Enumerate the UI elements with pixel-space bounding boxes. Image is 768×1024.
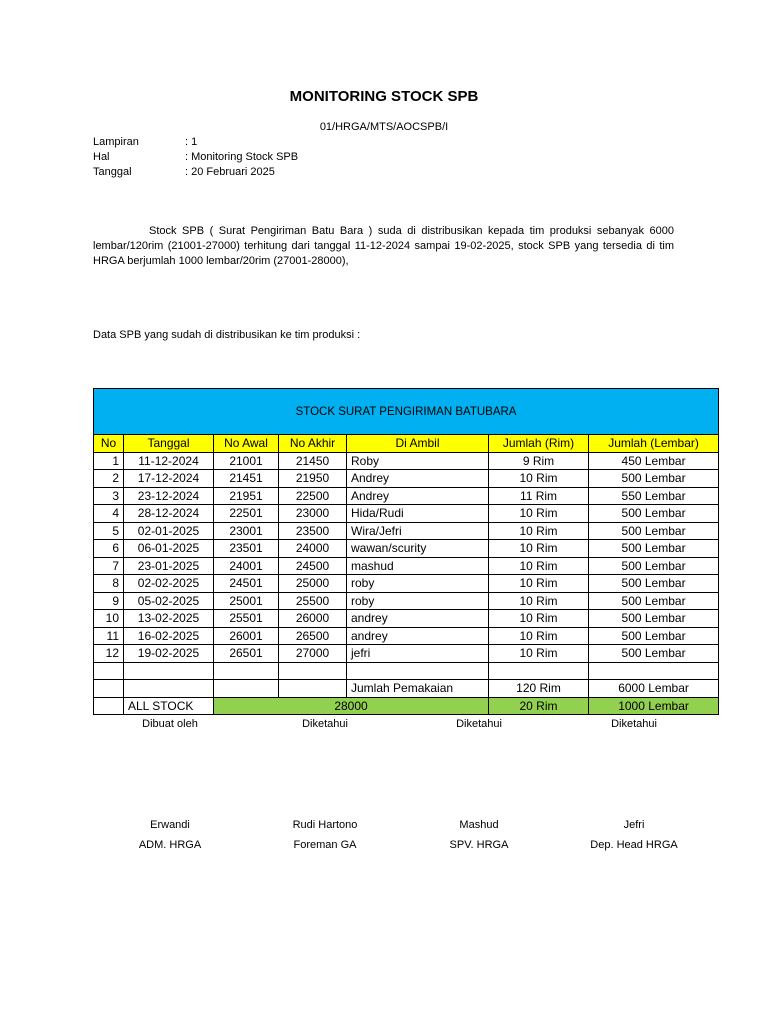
table-row xyxy=(94,452,719,470)
body-paragraph xyxy=(93,224,674,269)
signature-name-3: Mashud xyxy=(459,819,499,831)
row-jumlah-lembar: 500 Lembar xyxy=(589,540,719,558)
row-tanggal: 23-12-2024 xyxy=(124,487,214,505)
row-no-akhir: 21950 xyxy=(279,470,347,488)
row-no-awal: 25501 xyxy=(214,610,279,628)
signature-position-4: Dep. Head HRGA xyxy=(590,839,678,851)
row-no: 6 xyxy=(94,540,124,558)
row-no: 8 xyxy=(94,575,124,593)
all-stock-label: ALL STOCK xyxy=(124,697,214,715)
meta-key: Hal xyxy=(93,151,110,163)
row-no: 9 xyxy=(94,592,124,610)
meta-lampiran xyxy=(93,136,197,148)
col-tanggal: Tanggal xyxy=(124,435,214,453)
document-number: 01/HRGA/MTS/AOCSPB/I xyxy=(319,121,449,133)
all-stock-lembar: 1000 Lembar xyxy=(589,697,719,715)
row-no-akhir: 21450 xyxy=(279,452,347,470)
row-no-awal: 24501 xyxy=(214,575,279,593)
row-di-ambil: Roby xyxy=(347,452,489,470)
row-no: 2 xyxy=(94,470,124,488)
row-jumlah-rim: 10 Rim xyxy=(489,575,589,593)
usage-row xyxy=(94,680,719,698)
table-body xyxy=(94,452,719,662)
col-jumlah-lembar: Jumlah (Lembar) xyxy=(589,435,719,453)
row-no-awal: 22501 xyxy=(214,505,279,523)
row-tanggal: 23-01-2025 xyxy=(124,557,214,575)
row-di-ambil: mashud xyxy=(347,557,489,575)
row-no-awal: 21451 xyxy=(214,470,279,488)
usage-rim: 120 Rim xyxy=(489,680,589,698)
intro-text: Data SPB yang sudah di distribusikan ke tim produksi : xyxy=(93,329,361,341)
signature-position-2: Foreman GA xyxy=(293,839,357,851)
row-jumlah-rim: 10 Rim xyxy=(489,505,589,523)
row-di-ambil: wawan/scurity xyxy=(347,540,489,558)
row-no-akhir: 27000 xyxy=(279,645,347,663)
row-di-ambil: Hida/Rudi xyxy=(347,505,489,523)
row-jumlah-rim: 10 Rim xyxy=(489,627,589,645)
row-jumlah-rim: 10 Rim xyxy=(489,522,589,540)
row-no: 7 xyxy=(94,557,124,575)
signature-role-4: Diketahui xyxy=(611,718,657,730)
row-tanggal: 13-02-2025 xyxy=(124,610,214,628)
col-no-akhir: No Akhir xyxy=(279,435,347,453)
table-row xyxy=(94,470,719,488)
row-no-akhir: 25000 xyxy=(279,575,347,593)
row-no: 4 xyxy=(94,505,124,523)
row-no-awal: 25001 xyxy=(214,592,279,610)
row-no-akhir: 24000 xyxy=(279,540,347,558)
empty-row xyxy=(94,662,719,680)
row-jumlah-lembar: 500 Lembar xyxy=(589,505,719,523)
row-no-awal: 21951 xyxy=(214,487,279,505)
usage-lembar: 6000 Lembar xyxy=(589,680,719,698)
row-tanggal: 02-01-2025 xyxy=(124,522,214,540)
stock-table xyxy=(93,388,719,715)
row-jumlah-lembar: 500 Lembar xyxy=(589,610,719,628)
page-title: MONITORING STOCK SPB xyxy=(289,88,479,105)
row-jumlah-rim: 10 Rim xyxy=(489,470,589,488)
signature-name-4: Jefri xyxy=(623,819,645,831)
row-jumlah-lembar: 550 Lembar xyxy=(589,487,719,505)
signature-role-3: Diketahui xyxy=(456,718,502,730)
table-row xyxy=(94,627,719,645)
row-no-akhir: 23500 xyxy=(279,522,347,540)
all-stock-number: 28000 xyxy=(214,697,489,715)
table-row xyxy=(94,645,719,663)
row-no-awal: 24001 xyxy=(214,557,279,575)
row-no: 1 xyxy=(94,452,124,470)
signature-position-1: ADM. HRGA xyxy=(138,839,202,851)
row-di-ambil: andrey xyxy=(347,610,489,628)
row-jumlah-lembar: 500 Lembar xyxy=(589,592,719,610)
row-no: 10 xyxy=(94,610,124,628)
row-tanggal: 05-02-2025 xyxy=(124,592,214,610)
row-no-akhir: 24500 xyxy=(279,557,347,575)
row-jumlah-lembar: 500 Lembar xyxy=(589,522,719,540)
row-jumlah-lembar: 500 Lembar xyxy=(589,557,719,575)
table-row xyxy=(94,505,719,523)
row-jumlah-rim: 10 Rim xyxy=(489,557,589,575)
signature-role-2: Diketahui xyxy=(302,718,348,730)
row-jumlah-lembar: 500 Lembar xyxy=(589,470,719,488)
table-title-row xyxy=(94,389,719,435)
row-jumlah-rim: 10 Rim xyxy=(489,540,589,558)
table-row xyxy=(94,610,719,628)
meta-hal xyxy=(93,151,298,163)
row-jumlah-lembar: 450 Lembar xyxy=(589,452,719,470)
row-no-awal: 26501 xyxy=(214,645,279,663)
table-row xyxy=(94,557,719,575)
meta-value: : 20 Februari 2025 xyxy=(185,166,275,178)
row-no-akhir: 26500 xyxy=(279,627,347,645)
signature-position-3: SPV. HRGA xyxy=(449,839,509,851)
row-no-awal: 26001 xyxy=(214,627,279,645)
all-stock-row xyxy=(94,697,719,715)
row-no: 12 xyxy=(94,645,124,663)
meta-value: : 1 xyxy=(185,136,198,148)
row-tanggal: 28-12-2024 xyxy=(124,505,214,523)
row-jumlah-rim: 11 Rim xyxy=(489,487,589,505)
row-no-awal: 21001 xyxy=(214,452,279,470)
row-jumlah-lembar: 500 Lembar xyxy=(589,575,719,593)
row-no-akhir: 26000 xyxy=(279,610,347,628)
meta-key: Tanggal xyxy=(93,166,132,178)
row-di-ambil: roby xyxy=(347,592,489,610)
table-row xyxy=(94,540,719,558)
paragraph-text: Stock SPB ( Surat Pengiriman Batu Bara ) suda di distribusikan kepada tim produksi sebanyak 6000 lembar/120rim (21001-27000) terhitung dari tanggal 11-12-2024 sampai 19-02-2025, stock SPB yang tersedia di tim HRGA berjumlah 1000 lembar/20rim (27001-28000), xyxy=(93,225,674,267)
table-row xyxy=(94,592,719,610)
row-di-ambil: Wira/Jefri xyxy=(347,522,489,540)
row-jumlah-rim: 10 Rim xyxy=(489,592,589,610)
table-row xyxy=(94,522,719,540)
row-tanggal: 02-02-2025 xyxy=(124,575,214,593)
column-header-row xyxy=(94,435,719,453)
row-tanggal: 06-01-2025 xyxy=(124,540,214,558)
row-no-akhir: 25500 xyxy=(279,592,347,610)
row-tanggal: 11-12-2024 xyxy=(124,452,214,470)
col-no: No xyxy=(94,435,124,453)
signature-name-2: Rudi Hartono xyxy=(292,819,358,831)
row-no: 11 xyxy=(94,627,124,645)
row-di-ambil: Andrey xyxy=(347,487,489,505)
table-title: STOCK SURAT PENGIRIMAN BATUBARA xyxy=(94,389,719,435)
row-di-ambil: Andrey xyxy=(347,470,489,488)
signature-role-1: Dibuat oleh xyxy=(142,718,198,730)
row-no-akhir: 22500 xyxy=(279,487,347,505)
row-tanggal: 16-02-2025 xyxy=(124,627,214,645)
meta-value: : Monitoring Stock SPB xyxy=(185,151,299,163)
usage-label: Jumlah Pemakaian xyxy=(347,680,489,698)
col-no-awal: No Awal xyxy=(214,435,279,453)
col-di-ambil: Di Ambil xyxy=(347,435,489,453)
row-di-ambil: roby xyxy=(347,575,489,593)
row-di-ambil: andrey xyxy=(347,627,489,645)
row-no-akhir: 23000 xyxy=(279,505,347,523)
col-jumlah-rim: Jumlah (Rim) xyxy=(489,435,589,453)
row-jumlah-rim: 9 Rim xyxy=(489,452,589,470)
row-no-awal: 23001 xyxy=(214,522,279,540)
table-row xyxy=(94,487,719,505)
row-no: 5 xyxy=(94,522,124,540)
row-tanggal: 17-12-2024 xyxy=(124,470,214,488)
row-jumlah-rim: 10 Rim xyxy=(489,645,589,663)
meta-key: Lampiran xyxy=(93,136,139,148)
row-tanggal: 19-02-2025 xyxy=(124,645,214,663)
row-di-ambil: jefri xyxy=(347,645,489,663)
row-no-awal: 23501 xyxy=(214,540,279,558)
row-jumlah-lembar: 500 Lembar xyxy=(589,645,719,663)
signature-name-1: Erwandi xyxy=(150,819,190,831)
all-stock-rim: 20 Rim xyxy=(489,697,589,715)
meta-tanggal xyxy=(93,166,275,178)
row-jumlah-rim: 10 Rim xyxy=(489,610,589,628)
row-no: 3 xyxy=(94,487,124,505)
table-row xyxy=(94,575,719,593)
row-jumlah-lembar: 500 Lembar xyxy=(589,627,719,645)
